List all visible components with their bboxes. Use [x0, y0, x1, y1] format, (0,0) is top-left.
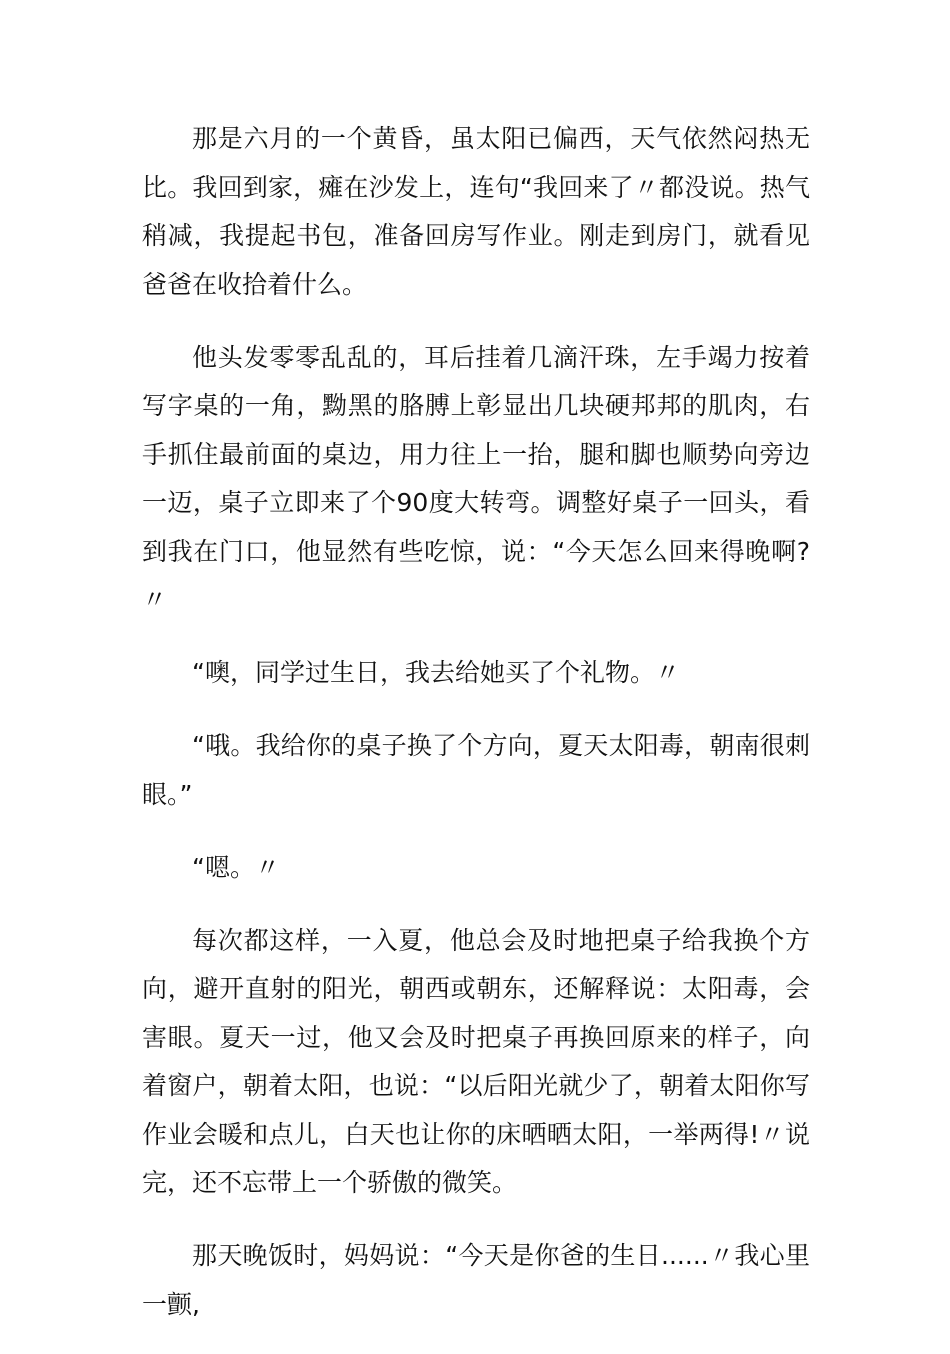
document-body: [142, 115, 810, 1354]
paragraph: 他头发零零乱乱的，耳后挂着几滴汗珠，左手竭力按着写字桌的一角，黝黑的胳膊上彰显出几块硬邦邦的肌肉，右手抓住最前面的桌边，用力往上一抬，腿和脚也顺势向旁边一迈，桌子立即来了个90度大转弯。调整好桌子一回头，看到我在门口，他显然有些吃惊，说：“今天怎么回来得晚啊?〃: [142, 342, 810, 614]
paragraph: “哦。我给你的桌子换了个方向，夏天太阳毒，朝南很刺眼。”: [142, 731, 810, 809]
paragraph: “嗯。〃: [192, 852, 280, 882]
paragraph: 每次都这样，一入夏，他总会及时地把桌子给我换个方向，避开直射的阳光，朝西或朝东，还解释说：太阳毒，会害眼。夏天一过，他又会及时把桌子再换回原来的样子，向着窗户，朝着太阳，也说：“以后阳光就少了，朝着太阳你写作业会暖和点儿，白天也让你的床晒晒太阳，一举两得!〃说完，还不忘带上一个骄傲的微笑。: [142, 925, 810, 1197]
paragraph: 那是六月的一个黄昏，虽太阳已偏西，天气依然闷热无比。我回到家，瘫在沙发上，连句“我回来了〃都没说。热气稍减，我提起书包，准备回房写作业。刚走到房门，就看见爸爸在收拾着什么。: [142, 124, 810, 299]
paragraph: “噢，同学过生日，我去给她买了个礼物。〃: [192, 658, 680, 687]
paragraph: 那天晚饭时，妈妈说：“今天是你爸的生日......〃我心里一颤,: [142, 1241, 810, 1319]
